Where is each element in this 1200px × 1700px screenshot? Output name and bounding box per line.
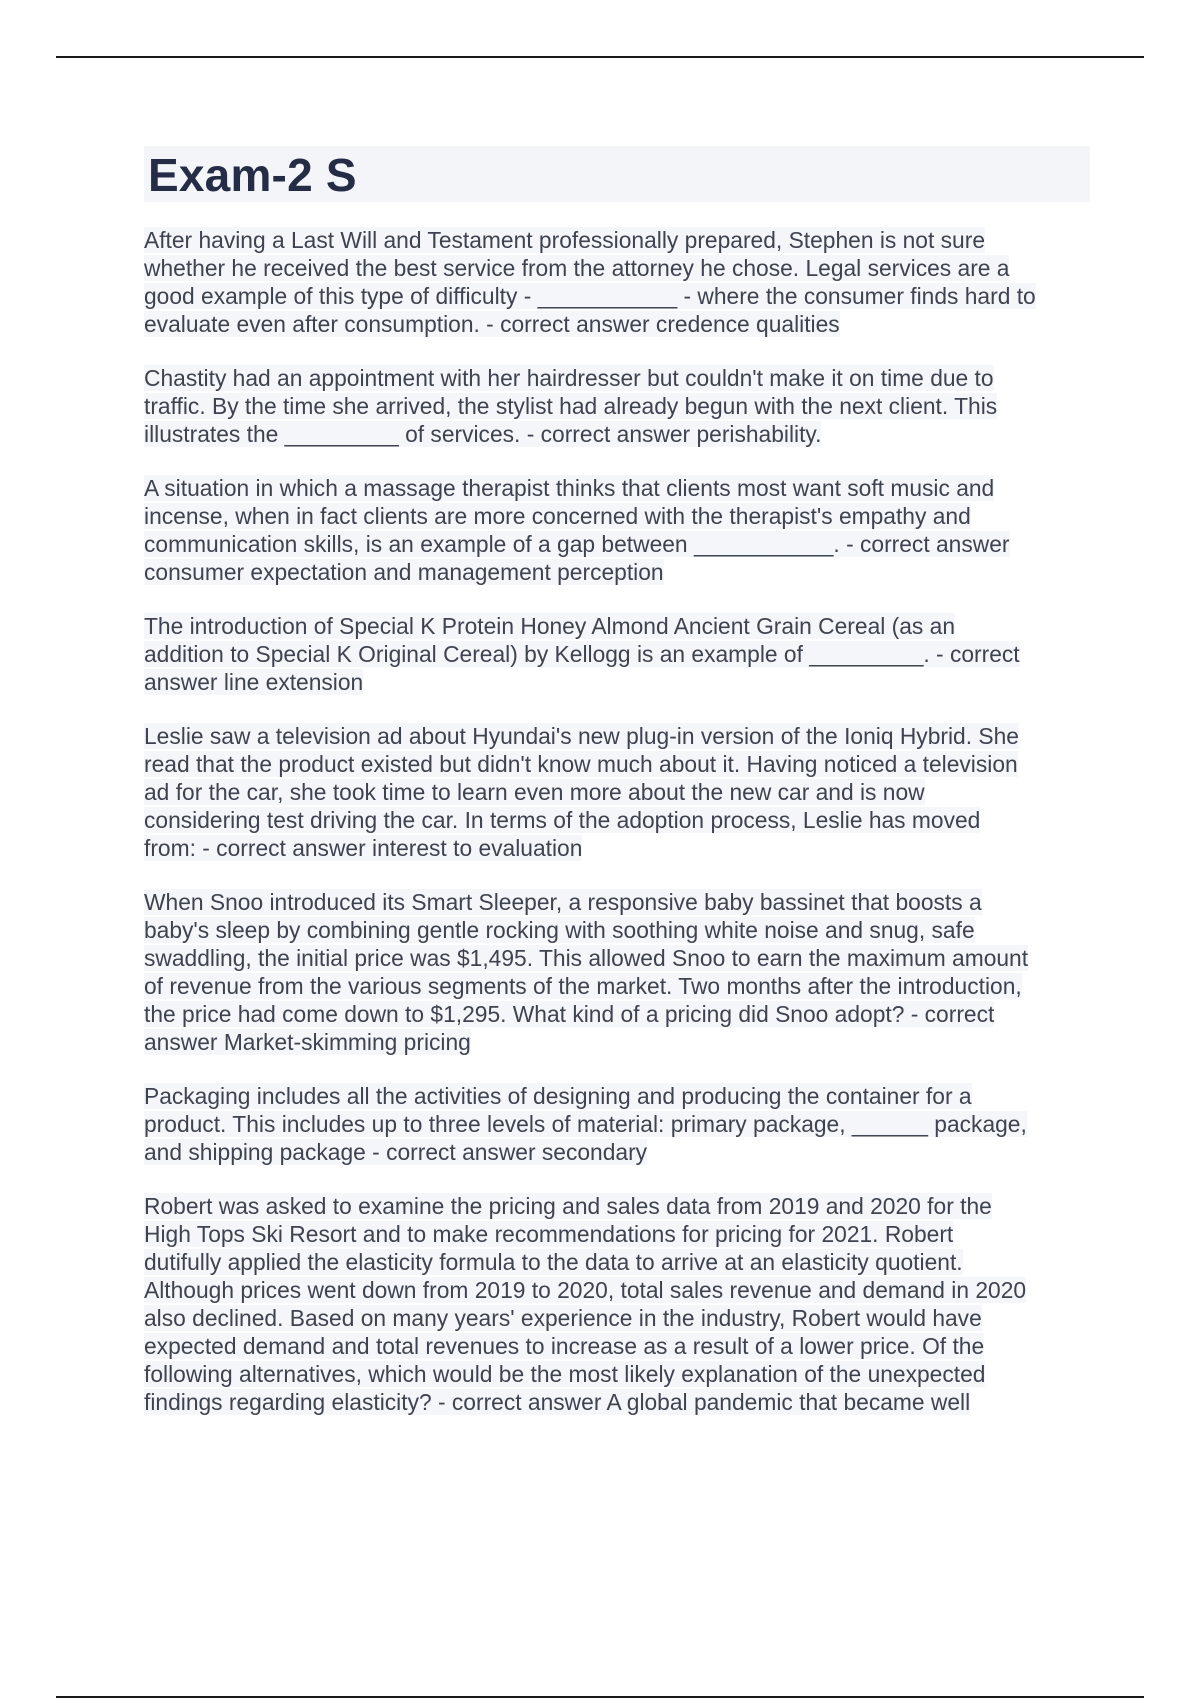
document-title: Exam-2 S — [148, 149, 357, 201]
text-line — [144, 1388, 1090, 1416]
text-line-content: Leslie saw a television ad about Hyundai's new plug-in version of the Ioniq Hybrid. She — [144, 723, 1019, 749]
text-line-content: communication skills, is an example of a gap between ___________. - correct answer — [144, 531, 1010, 557]
text-line-content: consumer expectation and management perception — [144, 559, 664, 585]
text-line-content: illustrates the _________ of services. - correct answer perishability. — [144, 421, 822, 447]
question-answer-item — [144, 474, 1090, 586]
text-line-content: read that the product existed but didn't know much about it. Having noticed a television — [144, 751, 1018, 777]
text-line-content: After having a Last Will and Testament professionally prepared, Stephen is not sure — [144, 227, 986, 253]
text-line — [144, 364, 1090, 392]
text-line-content: Although prices went down from 2019 to 2020, total sales revenue and demand in 2020 — [144, 1277, 1027, 1303]
text-line-content: ad for the car, she took time to learn even more about the new car and is now — [144, 779, 925, 805]
text-line — [144, 530, 1090, 558]
text-line — [144, 944, 1090, 972]
text-line — [144, 1360, 1090, 1388]
text-line-content: following alternatives, which would be the most likely explanation of the unexpected — [144, 1361, 986, 1387]
text-line-content: considering test driving the car. In terms of the adoption process, Leslie has moved — [144, 807, 981, 833]
text-line — [144, 1332, 1090, 1360]
question-answer-item — [144, 364, 1090, 448]
text-line-content: Packaging includes all the activities of designing and producing the container for a — [144, 1083, 972, 1109]
text-line-content: traffic. By the time she arrived, the stylist had already begun with the next client. This — [144, 393, 998, 419]
text-line-content: Robert was asked to examine the pricing and sales data from 2019 and 2020 for the — [144, 1193, 992, 1219]
text-line — [144, 1028, 1090, 1056]
text-line — [144, 226, 1090, 254]
question-answer-item — [144, 722, 1090, 862]
text-line — [144, 640, 1090, 668]
text-line — [144, 1110, 1090, 1138]
text-line-content: swaddling, the initial price was $1,495. This allowed Snoo to earn the maximum amount — [144, 945, 1029, 971]
text-line-content: evaluate even after consumption. - correct answer credence qualities — [144, 311, 840, 337]
text-line-content: The introduction of Special K Protein Honey Almond Ancient Grain Cereal (as an — [144, 613, 956, 639]
text-line-content: baby's sleep by combining gentle rocking with soothing white noise and snug, safe — [144, 917, 975, 943]
text-line — [144, 888, 1090, 916]
text-line — [144, 420, 1090, 448]
text-line — [144, 722, 1090, 750]
text-line — [144, 668, 1090, 696]
text-line — [144, 612, 1090, 640]
text-line-content: A situation in which a massage therapist thinks that clients most want soft music and — [144, 475, 995, 501]
question-answer-item — [144, 1082, 1090, 1166]
question-answer-item — [144, 612, 1090, 696]
text-line-content: dutifully applied the elasticity formula to the data to arrive at an elasticity quotient. — [144, 1249, 963, 1275]
text-line — [144, 502, 1090, 530]
text-line-content: also declined. Based on many years' experience in the industry, Robert would have — [144, 1305, 982, 1331]
text-line — [144, 1192, 1090, 1220]
text-line-content: expected demand and total revenues to increase as a result of a lower price. Of the — [144, 1333, 985, 1359]
text-line-content: the price had come down to $1,295. What kind of a pricing did Snoo adopt? - correct — [144, 1001, 995, 1027]
text-line — [144, 282, 1090, 310]
text-line-content: from: - correct answer interest to evaluation — [144, 835, 583, 861]
text-line — [144, 558, 1090, 586]
text-line — [144, 1082, 1090, 1110]
bottom-rule — [56, 1696, 1144, 1698]
text-line-content: findings regarding elasticity? - correct answer A global pandemic that became well — [144, 1389, 971, 1415]
text-line-content: When Snoo introduced its Smart Sleeper, a responsive baby bassinet that boosts a — [144, 889, 982, 915]
text-line-content: whether he received the best service from the attorney he chose. Legal services are a — [144, 255, 1010, 281]
top-rule — [56, 56, 1144, 58]
text-line-content: Chastity had an appointment with her hairdresser but couldn't make it on time due to — [144, 365, 994, 391]
text-line-content: addition to Special K Original Cereal) by Kellogg is an example of _________. - correct — [144, 641, 1020, 667]
question-answer-item — [144, 1192, 1090, 1416]
text-line-content: incense, when in fact clients are more concerned with the therapist's empathy and — [144, 503, 971, 529]
text-line — [144, 1138, 1090, 1166]
text-line-content: answer Market-skimming pricing — [144, 1029, 471, 1055]
text-line-content: of revenue from the various segments of the market. Two months after the introduction, — [144, 973, 1022, 999]
text-line — [144, 1000, 1090, 1028]
text-line — [144, 392, 1090, 420]
question-answer-item — [144, 226, 1090, 338]
title-band — [144, 146, 1090, 202]
text-line — [144, 1304, 1090, 1332]
text-line — [144, 1220, 1090, 1248]
text-line-content: product. This includes up to three levels of material: primary package, ______ package, — [144, 1111, 1027, 1137]
text-line-content: and shipping package - correct answer secondary — [144, 1139, 648, 1165]
document-body — [144, 146, 1090, 1442]
text-line — [144, 750, 1090, 778]
question-list — [144, 226, 1090, 1416]
text-line — [144, 916, 1090, 944]
text-line — [144, 778, 1090, 806]
text-line — [144, 834, 1090, 862]
text-line — [144, 310, 1090, 338]
question-answer-item — [144, 888, 1090, 1056]
text-line-content: good example of this type of difficulty - ___________ - where the consumer finds hard to — [144, 283, 1036, 309]
text-line — [144, 972, 1090, 1000]
text-line — [144, 806, 1090, 834]
text-line — [144, 254, 1090, 282]
text-line-content: High Tops Ski Resort and to make recommendations for pricing for 2021. Robert — [144, 1221, 954, 1247]
text-line — [144, 1248, 1090, 1276]
text-line — [144, 474, 1090, 502]
text-line-content: answer line extension — [144, 669, 364, 695]
text-line — [144, 1276, 1090, 1304]
